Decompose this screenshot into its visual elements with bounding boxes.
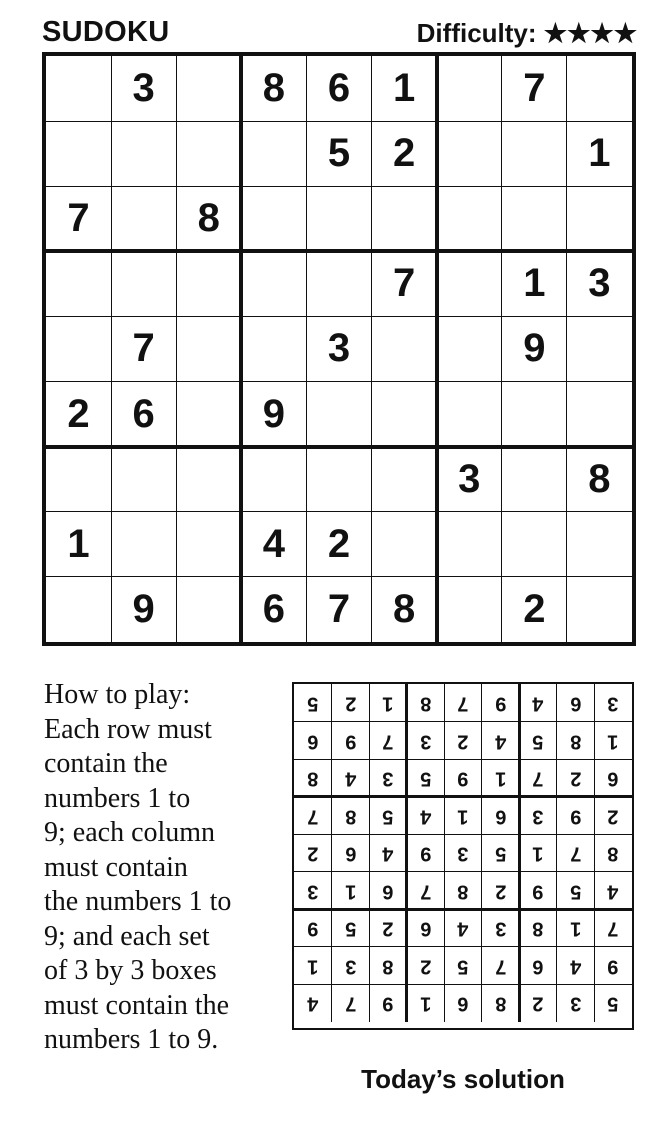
solution-cell-r2c3: 7: [382, 729, 394, 752]
solution-cell-r5c7: 1: [532, 842, 544, 865]
solution-cell-r3c3: 3: [382, 767, 394, 790]
puzzle-cell-r4c2[interactable]: [111, 251, 176, 316]
puzzle-cell-r4c5[interactable]: [306, 251, 371, 316]
puzzle-cell-r9c1[interactable]: [46, 577, 111, 642]
solution-cell-r2c4: 3: [419, 729, 431, 752]
puzzle-cell-r9c3[interactable]: [176, 577, 241, 642]
instruction-line: contain the: [44, 748, 168, 779]
solution-cell-r9c5: 6: [457, 992, 469, 1015]
puzzle-cell-r8c6[interactable]: [372, 512, 437, 577]
solution-cell-r8c8: 4: [570, 955, 582, 978]
solution-cell-r7c4: 6: [419, 917, 431, 940]
solution-cell-r1c6: 9: [494, 692, 507, 715]
solution-cell-r2c1: 6: [307, 729, 319, 752]
puzzle-cell-r4c6: 7: [392, 261, 416, 306]
puzzle-cell-r3c6[interactable]: [372, 186, 437, 251]
puzzle-cell-r8c8[interactable]: [502, 512, 567, 577]
puzzle-cell-r4c4[interactable]: [241, 251, 306, 316]
puzzle-cell-r5c6[interactable]: [372, 316, 437, 381]
puzzle-cell-r3c2[interactable]: [111, 186, 176, 251]
puzzle-cell-r6c1: 2: [67, 391, 90, 436]
puzzle-cell-r2c8[interactable]: [502, 121, 567, 186]
puzzle-cell-r5c8: 9: [523, 326, 546, 371]
solution-cell-r6c2: 1: [344, 880, 356, 903]
puzzle-cell-r5c5: 3: [327, 326, 351, 371]
instruction-line: must contain the: [44, 989, 230, 1021]
solution-cell-r1c4: 8: [419, 692, 431, 715]
solution-cell-r5c3: 4: [382, 842, 394, 865]
puzzle-cell-r4c7[interactable]: [437, 251, 502, 316]
solution-cell-r7c9: 7: [607, 917, 619, 940]
solution-cell-r3c5: 9: [457, 767, 469, 790]
solution-cell-r4c3: 5: [382, 804, 394, 827]
instruction-line: the numbers 1 to: [44, 886, 232, 917]
solution-cell-r9c8: 3: [570, 992, 582, 1015]
puzzle-cell-r7c9: 8: [588, 456, 611, 501]
instruction-line: numbers 1 to 9.: [44, 1024, 219, 1055]
instruction-line: How to play:: [44, 679, 191, 710]
solution-cell-r8c7: 6: [532, 955, 544, 978]
solution-cell-r2c7: 5: [532, 729, 544, 752]
solution-cell-r1c9: 3: [607, 692, 619, 715]
solution-cell-r6c3: 6: [382, 880, 394, 903]
difficulty-label: Difficulty:: [416, 18, 544, 48]
solution-cell-r8c9: 9: [607, 955, 619, 978]
puzzle-cell-r2c2[interactable]: [111, 121, 176, 186]
puzzle-cell-r7c1[interactable]: [46, 447, 111, 512]
puzzle-cell-r3c9[interactable]: [567, 186, 632, 251]
puzzle-cell-r6c9[interactable]: [567, 382, 632, 447]
solution-cell-r5c1: 2: [307, 842, 319, 865]
solution-cell-r9c1: 4: [307, 992, 319, 1015]
solution-cell-r9c4: 1: [419, 992, 431, 1015]
solution-cell-r3c4: 5: [419, 767, 431, 790]
solution-cell-r9c2: 7: [344, 992, 356, 1015]
instruction-line: 9; and each set: [44, 920, 210, 952]
puzzle-cell-r1c3[interactable]: [176, 56, 241, 121]
puzzle-cell-r3c1: 7: [67, 196, 90, 241]
puzzle-cell-r7c6[interactable]: [372, 447, 437, 512]
puzzle-cell-r7c7: 3: [458, 456, 481, 501]
puzzle-cell-r2c3[interactable]: [176, 121, 241, 186]
puzzle-cell-r9c5: 7: [327, 586, 351, 631]
puzzle-cell-r7c4[interactable]: [241, 447, 306, 512]
puzzle-cell-r6c6[interactable]: [372, 382, 437, 447]
solution-cell-r5c9: 8: [607, 842, 619, 865]
solution-cell-r8c2: 3: [344, 955, 356, 978]
solution-cell-r4c4: 4: [419, 804, 431, 827]
puzzle-cell-r1c9[interactable]: [567, 56, 632, 121]
solution-cell-r9c9: 5: [607, 992, 619, 1015]
solution-cell-r2c2: 9: [344, 729, 356, 752]
puzzle-cell-r7c5[interactable]: [306, 447, 371, 512]
solution-cell-r6c1: 3: [307, 880, 319, 903]
solution-cell-r4c1: 7: [307, 804, 319, 827]
solution-cell-r6c7: 9: [532, 880, 544, 903]
puzzle-cell-r6c5[interactable]: [306, 382, 371, 447]
puzzle-cell-r5c9[interactable]: [567, 316, 632, 381]
solution-cell-r3c6: 1: [494, 767, 507, 790]
puzzle-cell-r2c6: 2: [392, 131, 416, 176]
solution-cell-r1c5: 7: [457, 692, 469, 715]
puzzle-cell-r3c5[interactable]: [306, 186, 371, 251]
puzzle-cell-r4c8: 1: [523, 261, 546, 306]
solution-cell-r1c2: 2: [344, 692, 356, 715]
solution-cell-r6c8: 5: [570, 880, 582, 903]
solution-cell-r7c7: 8: [532, 917, 544, 940]
instruction-line: must contain: [44, 851, 188, 883]
puzzle-cell-r8c5: 2: [327, 521, 351, 566]
puzzle-cell-r3c3: 8: [197, 196, 220, 241]
sudoku-puzzle-grid: [42, 52, 636, 646]
puzzle-cell-r2c5: 5: [327, 131, 351, 176]
puzzle-cell-r6c8[interactable]: [502, 382, 567, 447]
solution-cell-r4c9: 2: [607, 804, 619, 827]
solution-cell-r3c7: 7: [532, 767, 544, 790]
instruction-line: Each row must: [44, 713, 212, 745]
solution-cell-r6c4: 7: [419, 880, 431, 903]
puzzle-cell-r2c1[interactable]: [46, 121, 111, 186]
puzzle-cell-r2c4[interactable]: [241, 121, 306, 186]
puzzle-cell-r9c4: 6: [262, 586, 285, 631]
solution-cell-r7c2: 5: [344, 917, 356, 940]
solution-cell-r6c9: 4: [607, 880, 619, 903]
puzzle-cell-r1c2: 3: [132, 66, 155, 111]
solution-cell-r3c9: 6: [607, 767, 619, 790]
how-to-play-instructions: [44, 678, 284, 1058]
solution-cell-r3c2: 4: [344, 767, 356, 790]
puzzle-cell-r7c8[interactable]: [502, 447, 567, 512]
difficulty-stars: ★★★★: [543, 18, 637, 48]
puzzle-cell-r2c9: 1: [588, 131, 611, 176]
solution-cell-r1c1: 5: [307, 692, 319, 715]
solution-cell-r5c6: 5: [494, 842, 507, 865]
solution-cell-r9c3: 9: [382, 992, 394, 1015]
solution-cell-r8c3: 8: [382, 955, 394, 978]
solution-cell-r2c5: 2: [457, 729, 469, 752]
puzzle-cell-r1c5: 6: [327, 66, 351, 111]
puzzle-cell-r1c4: 8: [262, 66, 285, 111]
solution-grid: [292, 682, 634, 1030]
puzzle-cell-r4c9: 3: [588, 261, 611, 306]
solution-cell-r5c2: 6: [344, 842, 356, 865]
solution-cell-r8c5: 5: [457, 955, 469, 978]
solution-cell-r4c2: 8: [344, 804, 356, 827]
solution-cell-r2c8: 8: [570, 729, 582, 752]
solution-cell-r1c3: 1: [382, 692, 394, 715]
solution-cell-r2c9: 1: [607, 729, 619, 752]
solution-cell-r6c5: 8: [457, 880, 469, 903]
puzzle-cell-r1c6: 1: [392, 66, 416, 111]
solution-cell-r4c5: 1: [457, 804, 469, 827]
puzzle-cell-r4c3[interactable]: [176, 251, 241, 316]
solution-cell-r6c6: 2: [494, 880, 507, 903]
puzzle-cell-r6c3[interactable]: [176, 382, 241, 447]
solution-cell-r9c7: 2: [532, 992, 544, 1015]
puzzle-cell-r5c7[interactable]: [437, 316, 502, 381]
solution-cell-r3c8: 2: [570, 767, 582, 790]
solution-cell-r5c8: 7: [570, 842, 582, 865]
solution-cell-r2c6: 4: [494, 729, 507, 752]
puzzle-cell-r8c4: 4: [262, 521, 285, 566]
solution-caption: Today’s solution: [361, 1064, 565, 1094]
puzzle-cell-r7c2[interactable]: [111, 447, 176, 512]
puzzle-cell-r8c7[interactable]: [437, 512, 502, 577]
solution-cell-r7c5: 4: [457, 917, 469, 940]
solution-cell-r8c1: 1: [307, 955, 319, 978]
solution-cell-r4c7: 3: [532, 804, 544, 827]
puzzle-cell-r5c3[interactable]: [176, 316, 241, 381]
puzzle-cell-r7c3[interactable]: [176, 447, 241, 512]
puzzle-cell-r1c8: 7: [523, 66, 546, 111]
solution-cell-r7c6: 3: [494, 917, 507, 940]
puzzle-cell-r1c7[interactable]: [437, 56, 502, 121]
puzzle-title: SUDOKU: [42, 16, 170, 48]
solution-cell-r4c8: 9: [570, 804, 582, 827]
instruction-line: of 3 by 3 boxes: [44, 955, 217, 986]
instruction-line: numbers 1 to: [44, 782, 191, 814]
solution-cell-r7c8: 1: [570, 917, 582, 940]
puzzle-cell-r3c7[interactable]: [437, 186, 502, 251]
puzzle-cell-r8c1: 1: [67, 521, 90, 566]
puzzle-cell-r6c7[interactable]: [437, 382, 502, 447]
puzzle-cell-r9c2: 9: [132, 586, 155, 631]
solution-cell-r1c7: 4: [532, 692, 544, 715]
puzzle-cell-r3c8[interactable]: [502, 186, 567, 251]
instruction-line: 9; each column: [44, 817, 216, 848]
puzzle-cell-r3c4[interactable]: [241, 186, 306, 251]
solution-cell-r8c4: 2: [419, 955, 431, 978]
puzzle-cell-r1c1[interactable]: [46, 56, 111, 121]
solution-cell-r4c6: 6: [494, 804, 507, 827]
puzzle-cell-r6c2: 6: [132, 391, 155, 436]
puzzle-cell-r8c2[interactable]: [111, 512, 176, 577]
solution-cell-r8c6: 7: [494, 955, 507, 978]
puzzle-cell-r6c4: 9: [262, 391, 285, 436]
puzzle-cell-r5c2: 7: [132, 326, 155, 371]
puzzle-cell-r8c3[interactable]: [176, 512, 241, 577]
solution-cell-r9c6: 8: [494, 992, 507, 1015]
difficulty-rating: [417, 18, 637, 49]
puzzle-cell-r9c8: 2: [523, 586, 546, 631]
puzzle-cell-r2c7[interactable]: [437, 121, 502, 186]
puzzle-cell-r5c1[interactable]: [46, 316, 111, 381]
puzzle-cell-r8c9[interactable]: [567, 512, 632, 577]
solution-cell-r7c3: 2: [382, 917, 394, 940]
puzzle-cell-r9c7[interactable]: [437, 577, 502, 642]
solution-cell-r1c8: 6: [570, 692, 582, 715]
puzzle-cell-r9c9[interactable]: [567, 577, 632, 642]
solution-cell-r7c1: 9: [307, 917, 319, 940]
solution-cell-r5c5: 3: [457, 842, 469, 865]
puzzle-cell-r9c6: 8: [392, 586, 416, 631]
puzzle-cell-r5c4[interactable]: [241, 316, 306, 381]
solution-cell-r5c4: 9: [419, 842, 431, 865]
puzzle-cell-r4c1[interactable]: [46, 251, 111, 316]
solution-cell-r3c1: 8: [307, 767, 319, 790]
